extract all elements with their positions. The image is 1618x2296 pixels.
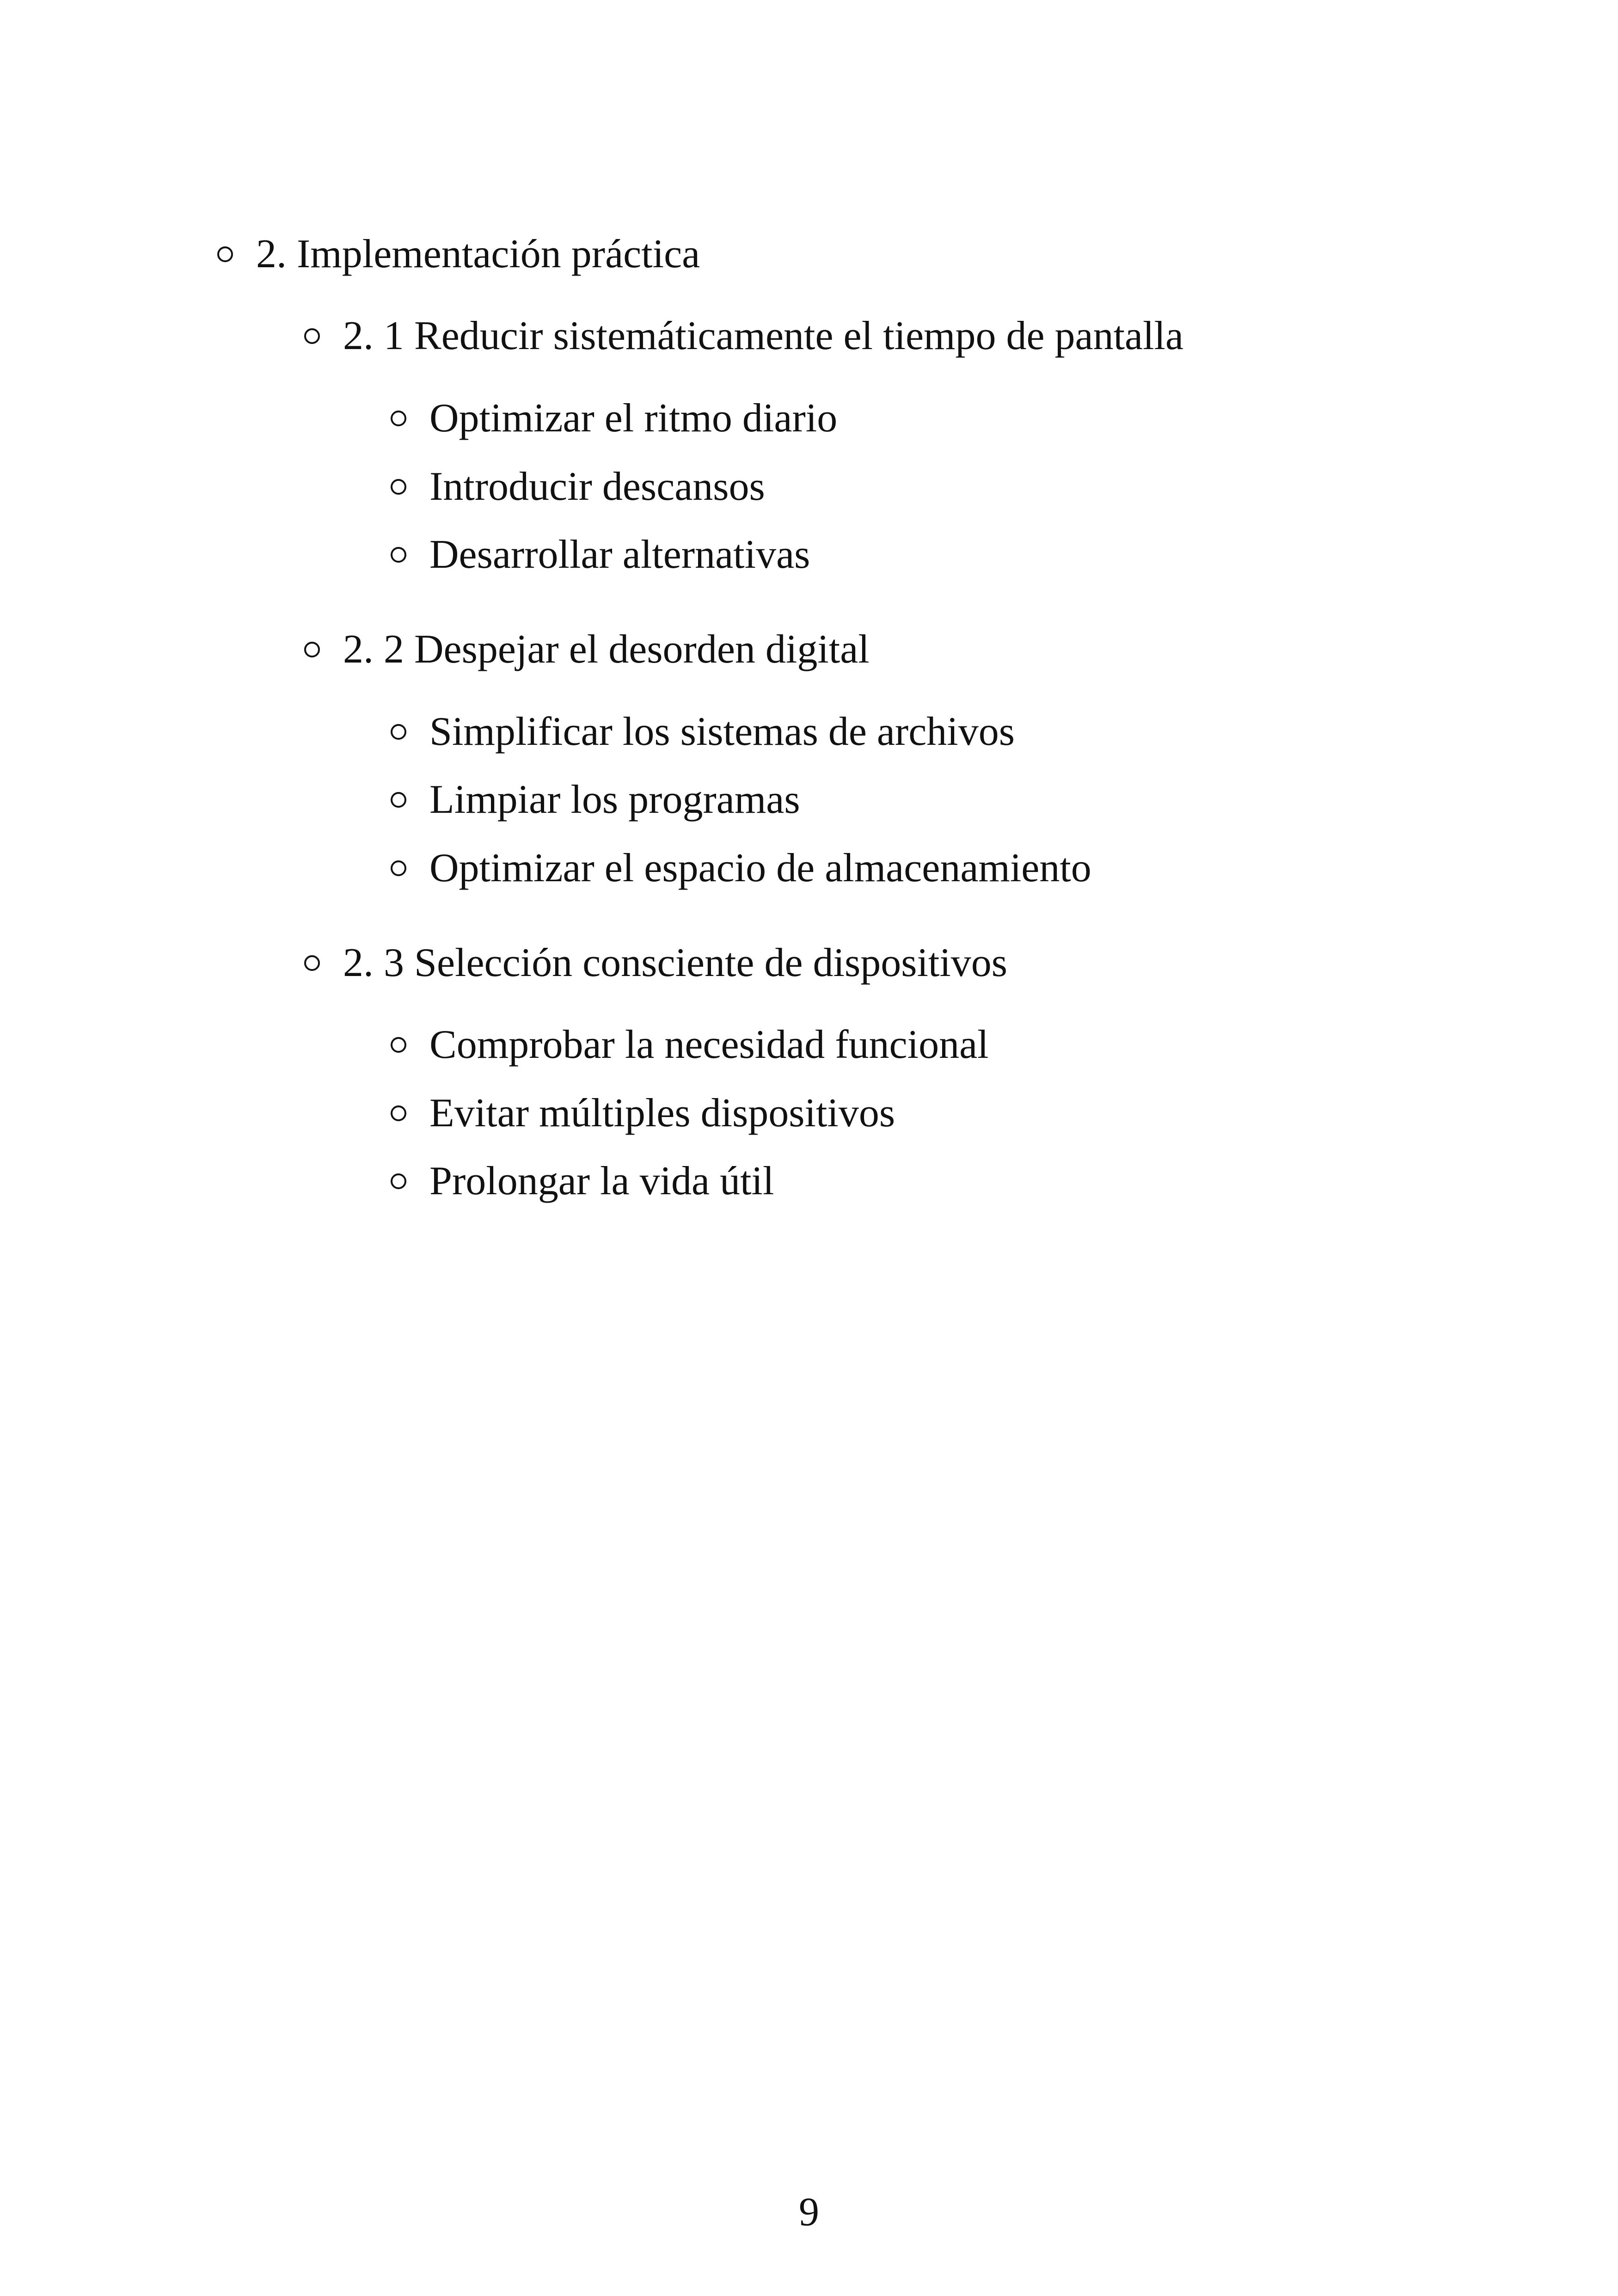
- hollow-bullet-icon: [391, 479, 406, 495]
- outline-list-item: [391, 774, 800, 825]
- hollow-bullet-icon: [391, 411, 406, 426]
- outline-list-item: [391, 393, 837, 444]
- list-item-text: Desarrollar alternativas: [429, 532, 810, 577]
- outline-list-item: [391, 529, 810, 580]
- outline-list-item: [391, 1088, 895, 1139]
- outline-item-title: [217, 229, 700, 280]
- outline-section-heading: [304, 624, 870, 675]
- list-item-text: Comprobar la necesidad funcional: [429, 1022, 989, 1067]
- outline-list-item: [391, 1019, 989, 1070]
- hollow-bullet-icon: [391, 860, 406, 876]
- outline-section-heading: [304, 311, 1183, 362]
- list-item-text: Introducir descansos: [429, 464, 765, 509]
- hollow-bullet-icon: [217, 246, 233, 262]
- page-number: 9: [799, 2190, 819, 2235]
- outline-title: 2. Implementación práctica: [256, 232, 700, 276]
- outline-list-item: [391, 843, 1091, 894]
- hollow-bullet-icon: [391, 724, 406, 740]
- section-heading-text: 2. 1 Reducir sistemáticamente el tiempo de pantalla: [343, 313, 1184, 358]
- list-item-text: Optimizar el espacio de almacenamiento: [429, 846, 1091, 890]
- hollow-bullet-icon: [391, 1105, 406, 1121]
- outline-list-item: [391, 706, 1015, 757]
- hollow-bullet-icon: [391, 547, 406, 563]
- hollow-bullet-icon: [304, 328, 320, 344]
- section-heading-text: 2. 2 Despejar el desorden digital: [343, 627, 870, 672]
- hollow-bullet-icon: [391, 1173, 406, 1189]
- hollow-bullet-icon: [304, 642, 320, 657]
- outline-list-item: [391, 461, 765, 512]
- outline-list-item: [391, 1156, 774, 1207]
- list-item-text: Optimizar el ritmo diario: [429, 396, 838, 441]
- hollow-bullet-icon: [391, 792, 406, 808]
- hollow-bullet-icon: [304, 955, 320, 971]
- list-item-text: Simplificar los sistemas de archivos: [429, 709, 1015, 754]
- hollow-bullet-icon: [391, 1037, 406, 1053]
- list-item-text: Limpiar los programas: [429, 777, 800, 822]
- section-heading-text: 2. 3 Selección consciente de dispositivos: [343, 940, 1008, 985]
- list-item-text: Evitar múltiples dispositivos: [429, 1091, 895, 1136]
- outline-section-heading: [304, 938, 1007, 988]
- list-item-text: Prolongar la vida útil: [429, 1159, 774, 1203]
